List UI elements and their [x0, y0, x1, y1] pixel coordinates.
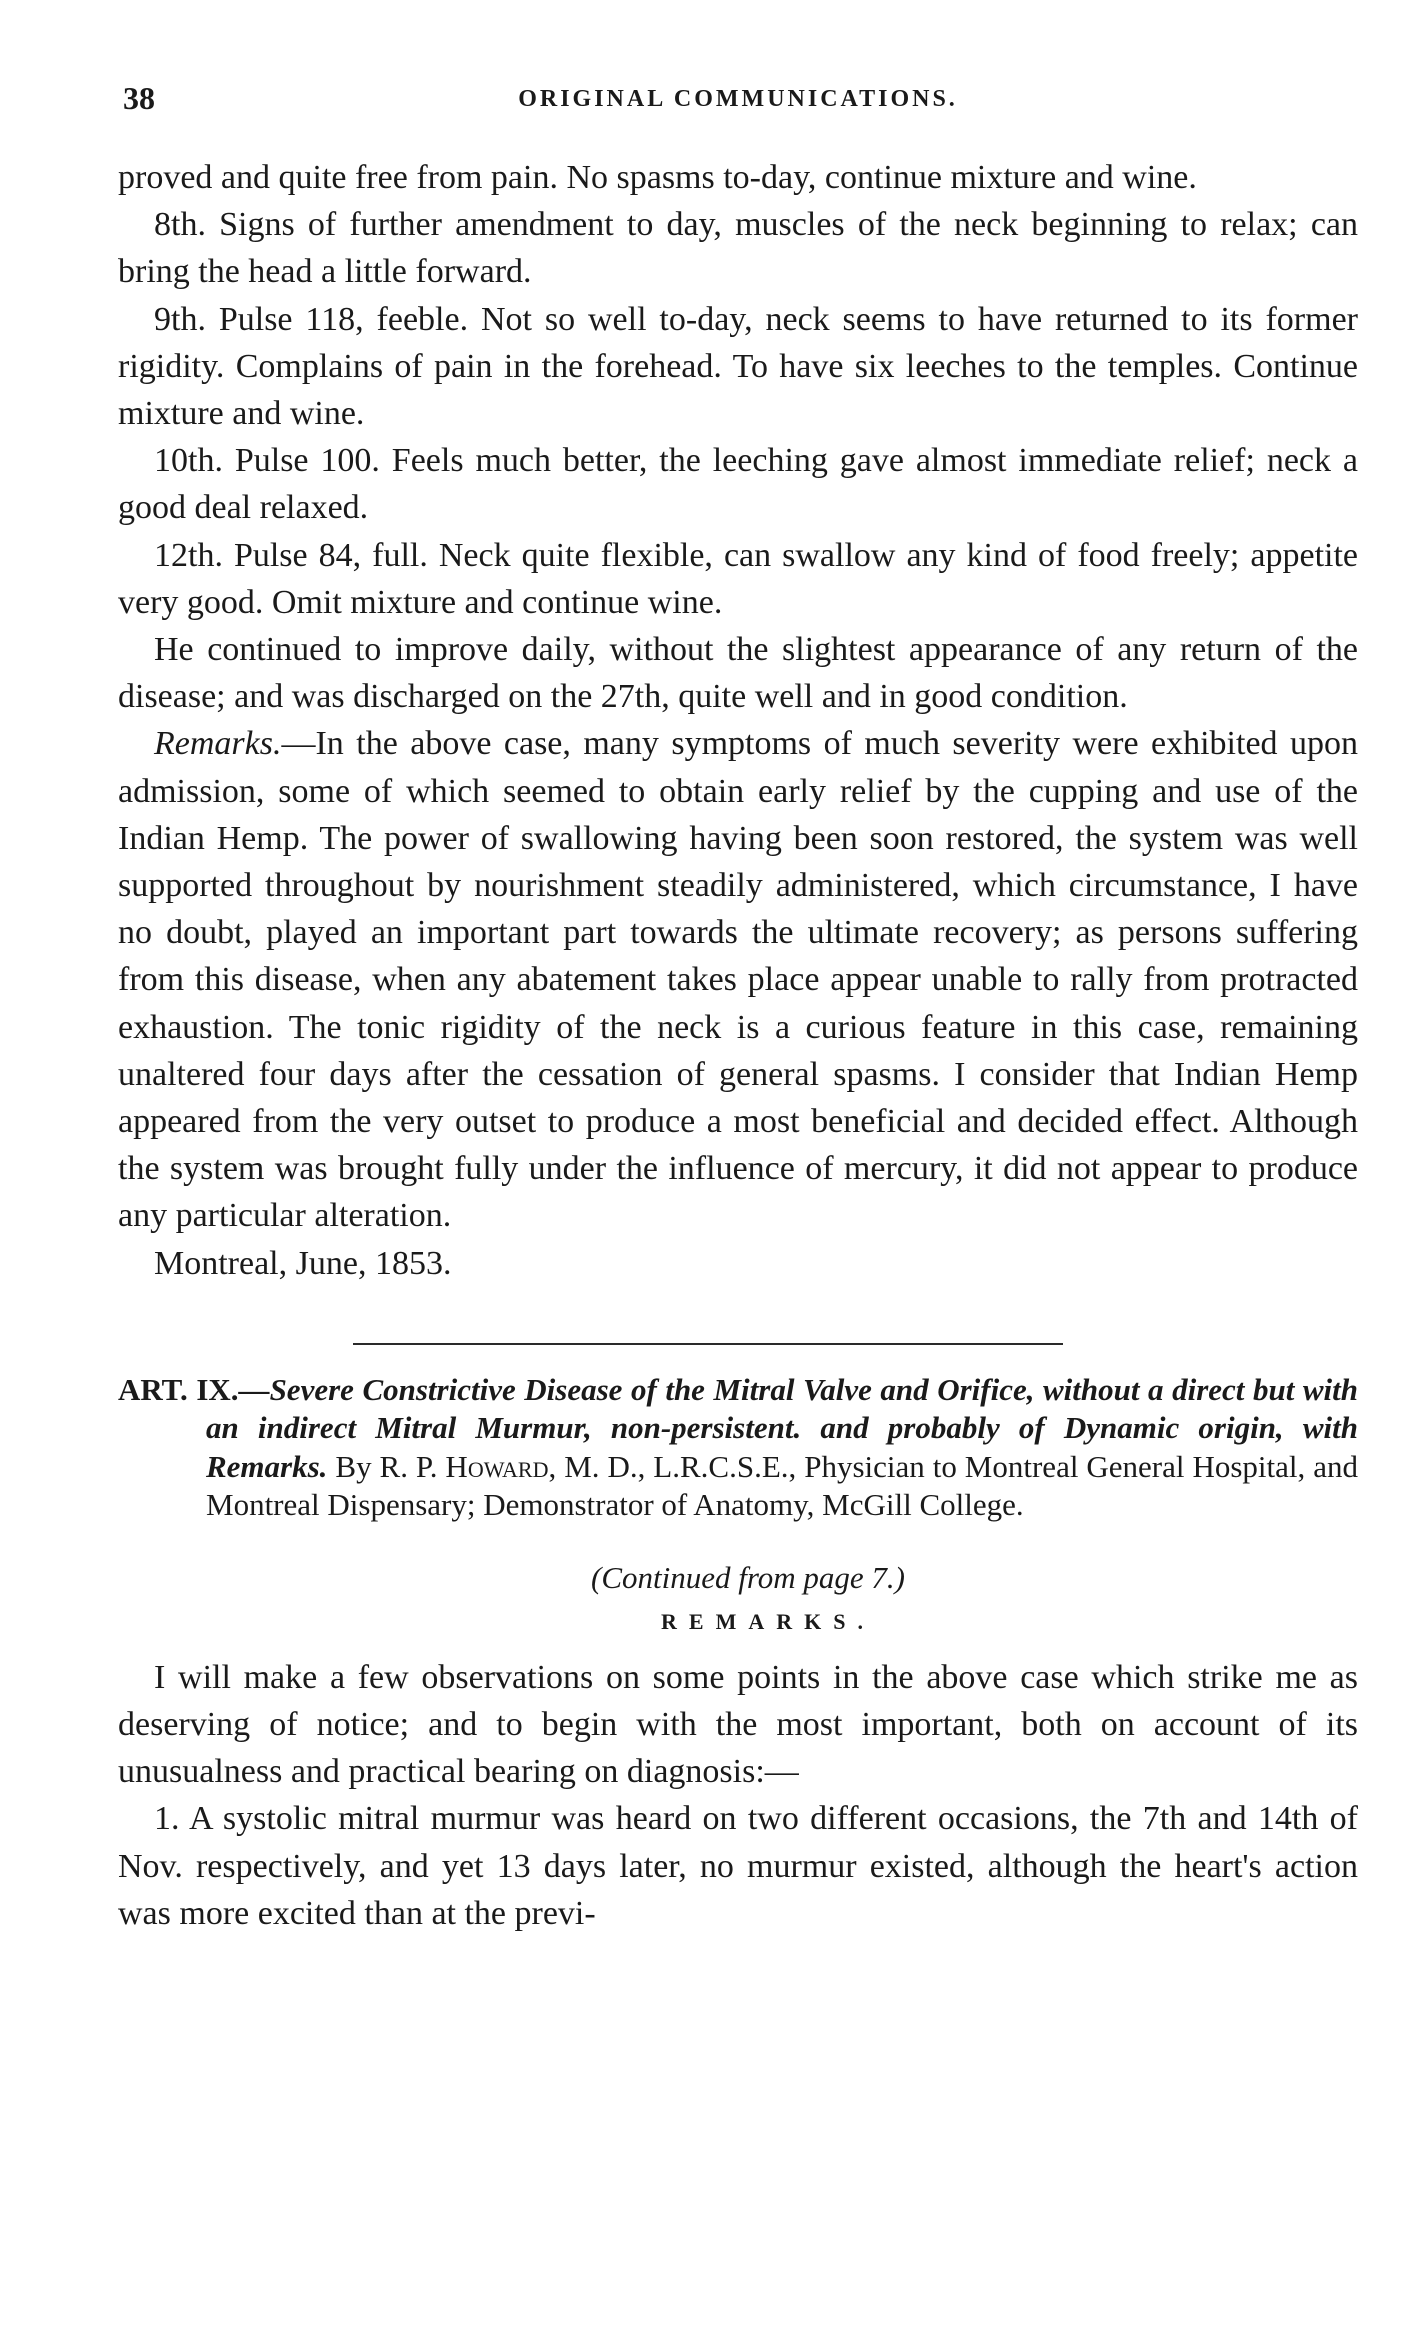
remarks-text: —In the above case, many symptoms of much severity were exhibited upon admission, some of which seemed to obtain early relief by the cupping and use of the Indian Hemp. The power of swallowing having been soon restored, the system was well supported throughout by nourishment steadily administered, which circumstance, I have no doubt, played an important part towards the ultimate recovery; as persons suffering from this disease, when any abatement takes place appear unable to rally from protracted exhaustion. The tonic rigidity of the neck is a curious feature in this case, remaining unaltered four days after the cessation of general spasms. I consider that Indian Hemp appeared from the very outset to produce a most beneficial and decided effect. Although the system was brought fully under the influence of mercury, it did not appear to produce any particular alteration.: [118, 725, 1358, 1235]
case-entry-12th: 12th. Pulse 84, full. Neck quite flexible, can swallow any kind of food freely; appetite very good. Omit mixture and continue wine.: [118, 536, 1358, 621]
case-paragraph-continued: proved and quite free from pain. No spasms to-day, continue mixture and wine.: [118, 159, 1197, 196]
article-credentials: M. D., L.R.C.S.E., Physician to Montreal General Hospital, and Montreal Dispensary; Demonstrator of Anatomy, McGill College.: [206, 1448, 1358, 1523]
article-title: —Severe Constrictive Disease of the Mitral Valve and Orifice, without a direct but with an indirect Mitral Murmur, non-persistent. and probably of Dynamic origin, with Remarks.: [206, 1371, 1358, 1484]
article-label: ART. IX.: [118, 1371, 239, 1407]
article-heading: [118, 1371, 1358, 1525]
signoff-place-date: Montreal, June, 1853.: [154, 1244, 452, 1282]
remarks-paragraph: [118, 720, 1358, 1239]
article-paragraph-intro: I will make a few observations on some points in the above case which strike me as deserving of notice; and to begin with the most important, both on account of its unusualness and practical bearing on diagnosis:—: [118, 1658, 1358, 1791]
case-outcome-paragraph: He continued to improve daily, without the slightest appearance of any return of the disease; and was discharged on the 27th, quite well and in good condition.: [118, 631, 1358, 716]
article-by: By: [327, 1448, 380, 1484]
book-page: [118, 80, 1358, 1937]
article-author: R. P. Howard,: [379, 1448, 557, 1484]
case-entry-10th: 10th. Pulse 100. Feels much better, the leeching gave almost immediate relief; neck a good deal relaxed.: [118, 442, 1358, 527]
case-entry-8th: 8th. Signs of further amendment to day, muscles of the neck beginning to relax; can bring the head a little forward.: [118, 206, 1358, 291]
running-head: [118, 80, 1358, 130]
page-number: 38: [123, 80, 155, 116]
running-title: ORIGINAL COMMUNICATIONS.: [518, 86, 958, 112]
section-divider: [353, 1343, 1063, 1345]
article-paragraph-point-1: 1. A systolic mitral murmur was heard on two different occasions, the 7th and 14th of Nov. respectively, and yet 13 days later, no murmur existed, although the heart's action was more excited than at the previ-: [118, 1800, 1358, 1932]
remarks-heading: REMARKS.: [661, 1608, 875, 1634]
continued-note: (Continued from page 7.): [591, 1559, 905, 1595]
remarks-label: Remarks.: [154, 725, 282, 763]
case-entry-9th: 9th. Pulse 118, feeble. Not so well to-day, neck seems to have returned to its former rigidity. Complains of pain in the forehead. To have six leeches to the temples. Continue mixture and wine.: [118, 300, 1358, 433]
